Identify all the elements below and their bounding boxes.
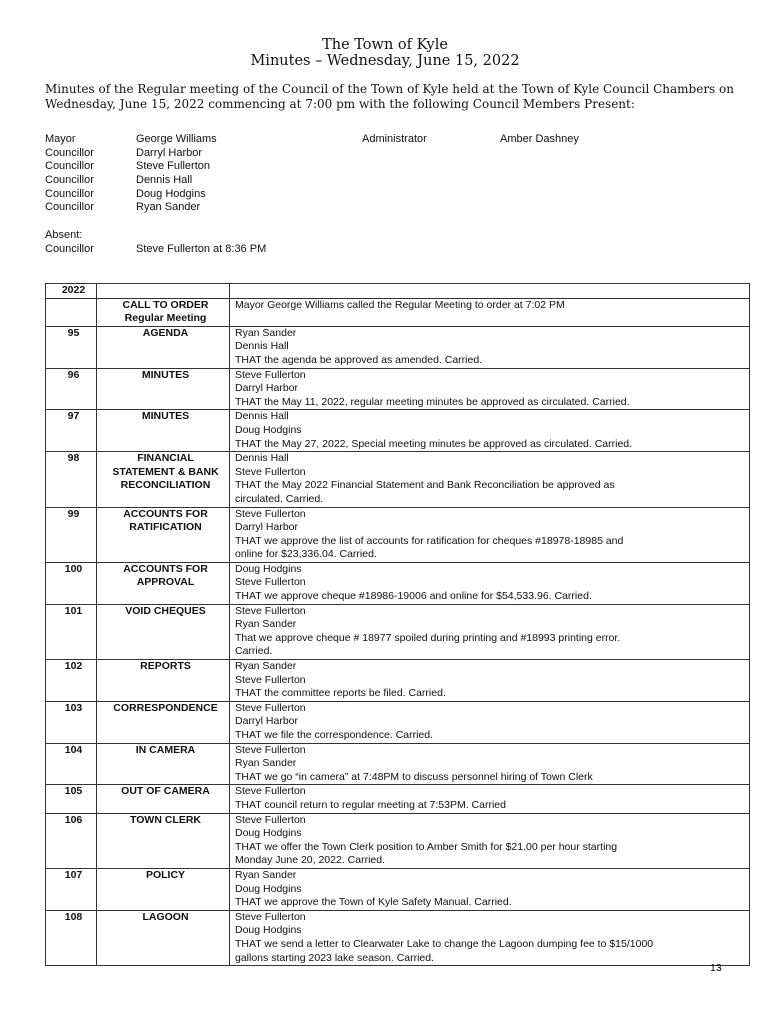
motion-line: circulated. Carried. <box>235 492 324 505</box>
member-row <box>45 188 745 202</box>
motion-line: THAT we send a letter to Clearwater Lake to change the Lagoon dumping fee to $15/1000 <box>235 937 654 950</box>
motion-line: Doug Hodgins <box>235 562 302 575</box>
motion-text <box>230 368 750 410</box>
motion-number: 97 <box>46 410 97 452</box>
member-role: Councillor <box>45 160 94 173</box>
motion-line: gallons starting 2023 lake season. Carried. <box>235 951 435 964</box>
motion-line: Ryan Sander <box>235 868 297 881</box>
motion-line: Dennis Hall <box>235 452 289 465</box>
page-number: 13 <box>710 962 722 974</box>
year-cell: 2022 <box>46 284 97 299</box>
subject-line: VOID CHEQUES <box>125 604 206 617</box>
empty-cell <box>230 284 750 299</box>
subject-line: LAGOON <box>142 910 189 923</box>
motion-number: 107 <box>46 868 97 910</box>
motion-line: Steve Fullerton <box>235 507 306 520</box>
motion-text <box>230 410 750 452</box>
motion-line: Ryan Sander <box>235 618 297 631</box>
motion-row <box>46 743 750 785</box>
motion-subject <box>97 562 230 604</box>
motion-row <box>46 410 750 452</box>
empty-cell <box>97 284 230 299</box>
intro-paragraph: Minutes of the Regular meeting of the Council of the Town of Kyle held at the Town of Kyle Council Chambers on Wednesday, June 15, 2022 commencing at 7:00 pm with the following Council Members Present: <box>45 82 734 111</box>
subject-line: RATIFICATION <box>129 521 202 534</box>
subject-line: RECONCILIATION <box>120 479 211 492</box>
motion-line: THAT the committee reports be filed. Carried. <box>235 687 446 700</box>
staff-role: Administrator <box>362 133 427 145</box>
motion-text <box>230 813 750 868</box>
motion-subject <box>97 910 230 965</box>
motion-line: Darryl Harbor <box>235 382 299 395</box>
staff-name: Amber Dashney <box>500 133 579 145</box>
absent-name: Steve Fullerton at 8:36 PM <box>136 243 267 255</box>
subject-line: REPORTS <box>140 660 191 673</box>
motion-text <box>230 507 750 562</box>
member-name: Ryan Sander <box>136 201 201 214</box>
subject-line: ACCOUNTS FOR <box>123 562 208 575</box>
motion-line: THAT we offer the Town Clerk position to Amber Smith for $21.00 per hour starting <box>235 840 618 853</box>
motion-subject <box>97 604 230 659</box>
document-subtitle: Minutes – Wednesday, June 15, 2022 <box>250 53 520 69</box>
subject-line: MINUTES <box>141 410 190 423</box>
motion-line: Darryl Harbor <box>235 521 299 534</box>
motion-text <box>230 910 750 965</box>
motion-line: THAT the May 27, 2022, Special meeting minutes be approved as circulated. Carried. <box>235 437 633 450</box>
member-row <box>45 174 745 188</box>
motion-row <box>46 910 750 965</box>
member-role: Councillor <box>45 201 94 214</box>
subject-line: FINANCIAL <box>137 452 194 465</box>
motion-subject <box>97 507 230 562</box>
subject-line: AGENDA <box>142 326 189 339</box>
motion-row <box>46 660 750 702</box>
member-row <box>45 201 745 215</box>
motion-number: 103 <box>46 701 97 743</box>
member-row <box>45 147 745 161</box>
member-name: Dennis Hall <box>136 174 193 187</box>
subject-line: OUT OF CAMERA <box>121 785 210 798</box>
members-present-list <box>45 133 745 215</box>
motions-table <box>45 283 750 966</box>
motion-line: Steve Fullerton <box>235 465 306 478</box>
subject-line: Regular Meeting <box>124 312 207 325</box>
motion-line: Doug Hodgins <box>235 827 302 840</box>
motion-line: Ryan Sander <box>235 326 297 339</box>
motion-line: Dennis Hall <box>235 340 289 353</box>
motion-line: THAT the agenda be approved as amended. Carried. <box>235 353 483 366</box>
member-name: George Williams <box>136 133 217 145</box>
motion-row <box>46 604 750 659</box>
motion-text <box>230 452 750 507</box>
member-role: Councillor <box>45 146 94 159</box>
call-to-order-row <box>46 298 750 326</box>
motion-text <box>230 868 750 910</box>
motion-line: Steve Fullerton <box>235 701 306 714</box>
motion-line: THAT we approve cheque #18986-19006 and online for $54,533.96. Carried. <box>235 590 592 603</box>
subject-line: POLICY <box>145 868 186 881</box>
motion-number: 96 <box>46 368 97 410</box>
motion-line: THAT we approve the list of accounts for ratification for cheques #18978-18985 and <box>235 534 624 547</box>
motion-line: Steve Fullerton <box>235 673 306 686</box>
motion-line: Ryan Sander <box>235 757 297 770</box>
motion-line: Ryan Sander <box>235 660 297 673</box>
motion-text <box>230 604 750 659</box>
subject-line: TOWN CLERK <box>130 813 201 826</box>
subject-line: IN CAMERA <box>135 743 196 756</box>
motion-number: 95 <box>46 326 97 368</box>
motion-row <box>46 701 750 743</box>
motion-text <box>230 701 750 743</box>
subject-line: CALL TO ORDER <box>122 298 209 311</box>
subject-line: ACCOUNTS FOR <box>123 507 208 520</box>
motion-text <box>230 326 750 368</box>
motion-text <box>230 743 750 785</box>
document-title: The Town of Kyle <box>322 37 448 53</box>
motion-line: Steve Fullerton <box>235 910 306 923</box>
motion-line: Steve Fullerton <box>235 813 306 826</box>
motion-number: 99 <box>46 507 97 562</box>
motion-line: Carried. <box>235 645 273 658</box>
motion-line: THAT we file the correspondence. Carried. <box>235 729 434 741</box>
motion-row <box>46 562 750 604</box>
motion-number: 100 <box>46 562 97 604</box>
motion-subject <box>97 868 230 910</box>
member-name: Steve Fullerton <box>136 160 210 173</box>
motion-line: Darryl Harbor <box>235 715 299 728</box>
call-to-order-text: Mayor George Williams called the Regular Meeting to order at 7:02 PM <box>230 298 750 326</box>
subject-line: CORRESPONDENCE <box>113 701 218 714</box>
motion-row <box>46 868 750 910</box>
motion-subject <box>97 701 230 743</box>
member-role: Councillor <box>45 174 94 187</box>
motion-line: Monday June 20, 2022. Carried. <box>235 854 386 867</box>
motion-line: Steve Fullerton <box>235 743 306 756</box>
motion-line: Steve Fullerton <box>235 604 306 617</box>
member-role: Councillor <box>45 187 94 200</box>
motion-number: 98 <box>46 452 97 507</box>
motion-line: THAT we go “in camera” at 7:48PM to discuss personnel hiring of Town Clerk <box>235 770 593 783</box>
motion-row <box>46 326 750 368</box>
motion-line: That we approve cheque # 18977 spoiled during printing and #18993 printing error. <box>235 631 621 644</box>
member-row <box>45 160 745 174</box>
motion-number: 104 <box>46 743 97 785</box>
motion-text <box>230 660 750 702</box>
empty-cell <box>46 298 97 326</box>
motion-line: Steve Fullerton <box>235 368 306 381</box>
motion-row <box>46 785 750 813</box>
member-role: Mayor <box>45 133 76 145</box>
motion-row <box>46 507 750 562</box>
call-to-order-subject <box>97 298 230 326</box>
motion-text <box>230 562 750 604</box>
motion-line: THAT the May 11, 2022, regular meeting minutes be approved as circulated. Carried. <box>235 395 630 408</box>
member-name: Darryl Harbor <box>136 146 203 159</box>
subject-line: STATEMENT & BANK <box>112 465 219 478</box>
motion-row <box>46 452 750 507</box>
motion-number: 105 <box>46 785 97 813</box>
motion-row <box>46 813 750 868</box>
member-row <box>45 133 745 147</box>
subject-line: APPROVAL <box>136 576 195 589</box>
motion-number: 108 <box>46 910 97 965</box>
motion-text <box>230 785 750 813</box>
motion-subject <box>97 743 230 785</box>
motion-row <box>46 368 750 410</box>
subject-line: MINUTES <box>141 368 190 381</box>
motion-line: online for $23,336.04. Carried. <box>235 548 377 561</box>
absent-label: Absent: <box>45 229 83 241</box>
motion-line: THAT the May 2022 Financial Statement and Bank Reconciliation be approved as <box>235 479 615 492</box>
year-row <box>46 284 750 299</box>
motion-line: Dennis Hall <box>235 410 289 423</box>
motion-line: Steve Fullerton <box>235 785 306 798</box>
motion-subject <box>97 326 230 368</box>
member-name: Doug Hodgins <box>136 187 206 200</box>
motion-subject <box>97 452 230 507</box>
motion-subject <box>97 660 230 702</box>
motion-line: Doug Hodgins <box>235 882 302 895</box>
motion-number: 101 <box>46 604 97 659</box>
motion-subject <box>97 785 230 813</box>
absent-role: Councillor <box>45 243 94 255</box>
motion-number: 102 <box>46 660 97 702</box>
motion-line: Steve Fullerton <box>235 576 306 589</box>
motion-number: 106 <box>46 813 97 868</box>
motion-line: Doug Hodgins <box>235 924 302 937</box>
motion-line: THAT we approve the Town of Kyle Safety Manual. Carried. <box>235 896 512 909</box>
motion-subject <box>97 368 230 410</box>
absent-row <box>45 243 445 257</box>
motion-line: Doug Hodgins <box>235 423 302 436</box>
motion-subject <box>97 813 230 868</box>
motion-subject <box>97 410 230 452</box>
motion-line: THAT council return to regular meeting at 7:53PM. Carried <box>235 798 506 811</box>
